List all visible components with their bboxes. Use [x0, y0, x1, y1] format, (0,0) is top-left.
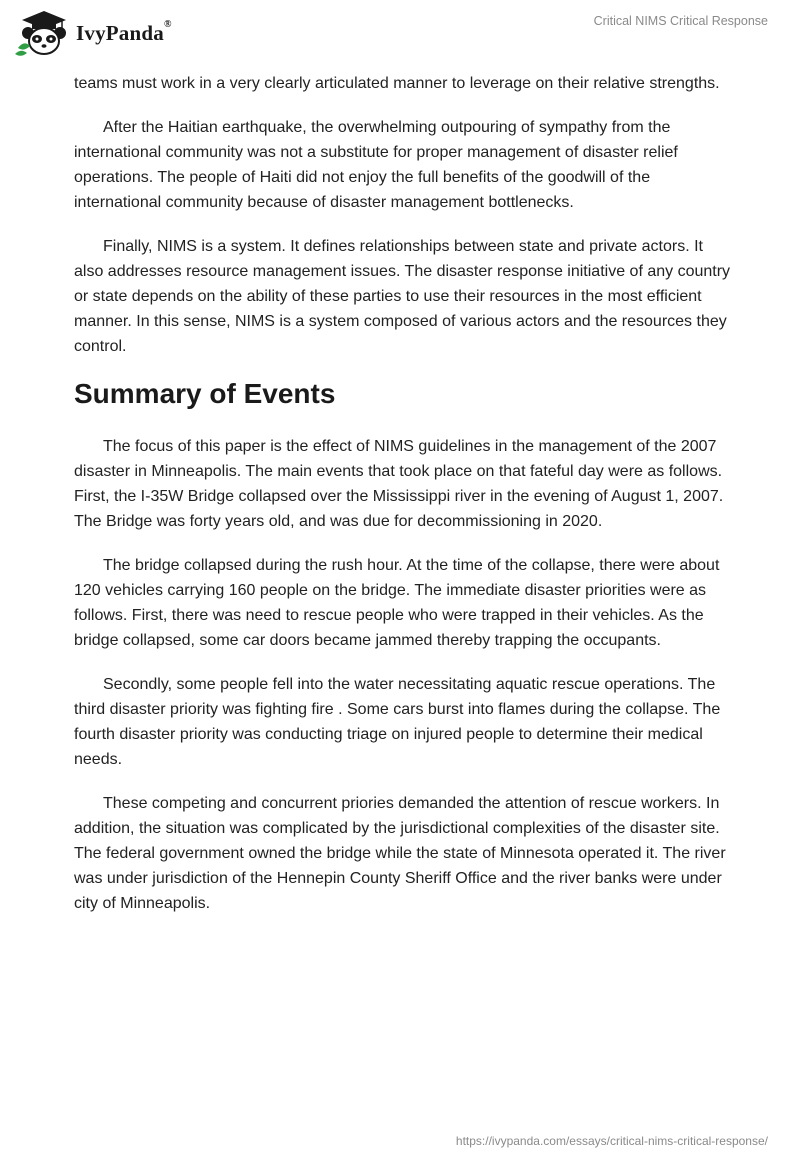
paragraph: teams must work in a very clearly articulated manner to leverage on their relative strengths. [74, 75, 720, 92]
section-heading: Summary of Events [74, 378, 336, 409]
brand-name-text: IvyPanda [76, 20, 164, 45]
brand-logo[interactable] [14, 8, 172, 58]
page-header [0, 0, 800, 70]
panda-graduation-cap-icon [14, 8, 74, 58]
paragraph: After the Haitian earthquake, the overwhelming outpouring of sympathy from the international community was not a substitute for proper management of disaster relief operations. The people of Haiti did not enjoy the full benefits of the goodwill of the international community because of disaster management bottlenecks. [74, 119, 678, 211]
document-title: Critical NIMS Critical Response [593, 14, 768, 28]
paragraph: The focus of this paper is the effect of NIMS guidelines in the management of the 2007 disaster in Minneapolis. The main events that took place on that fateful day were as follows. First, the I-35W Bridge collapsed over the Mississippi river in the evening of August 1, 2007. The Bridge was forty years old, and was due for decommissioning in 2020. [74, 438, 724, 530]
brand-name [76, 18, 172, 46]
paragraph: These competing and concurrent priories demanded the attention of rescue workers. In addition, the situation was complicated by the jurisdictional complexities of the disaster site. The federal government owned the bridge while the state of Minnesota operated it. The river was under jurisdiction of the Hennepin County Sheriff Office and the river banks were under city of Minneapolis. [74, 795, 726, 912]
paragraph: Secondly, some people fell into the water necessitating aquatic rescue operations. The third disaster priority was fighting fire . Some cars burst into flames during the collapse. The fourth disaster priority was conducting triage on injured people to determine their medical needs. [74, 676, 721, 768]
essay-content [74, 71, 734, 935]
paragraph: Finally, NIMS is a system. It defines relationships between state and private actors. It also addresses resource management issues. The disaster response initiative of any country or state depends on the ability of these parties to use their resources in the most efficient manner. In this sense, NIMS is a system composed of various actors and the resources they control. [74, 238, 731, 355]
source-url[interactable]: https://ivypanda.com/essays/critical-nims-critical-response/ [455, 1134, 768, 1148]
registered-mark: ® [163, 18, 172, 30]
paragraph: The bridge collapsed during the rush hour. At the time of the collapse, there were about 120 vehicles carrying 160 people on the bridge. The immediate disaster priorities were as follows. First, there was need to rescue people who were trapped in their vehicles. As the bridge collapsed, some car doors became jammed thereby trapping the occupants. [74, 557, 720, 649]
